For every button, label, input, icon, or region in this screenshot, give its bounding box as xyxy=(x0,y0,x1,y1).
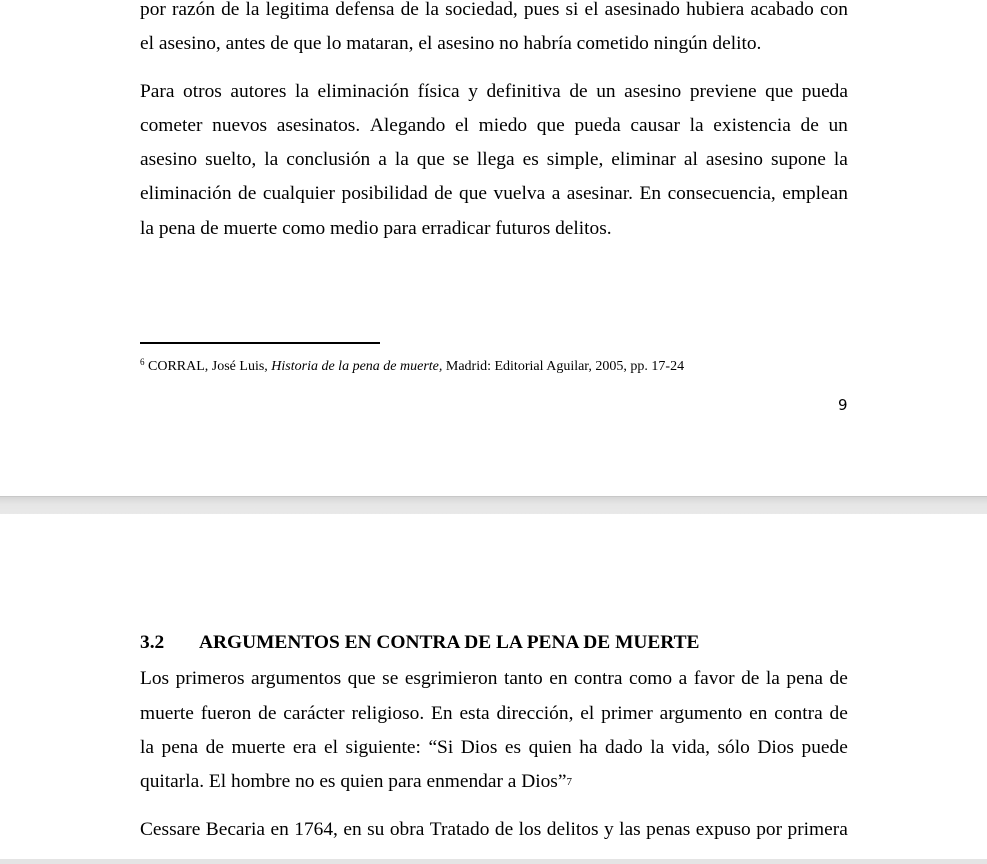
text-line: asesino suelto, la conclusión a la que se llega es simple, eliminar al asesino supone la xyxy=(140,149,848,170)
text-line: la pena de muerte era el siguiente: “Si Dios es quien ha dado la vida, sólo Dios puede xyxy=(140,737,848,758)
section-number: 3.2 xyxy=(140,632,165,653)
footnote-reference: 7 xyxy=(566,776,572,788)
next-line-partial xyxy=(0,859,987,864)
text-line: Los primeros argumentos que se esgrimieron tanto en contra como a favor de la pena de xyxy=(140,668,848,689)
footnote-book-title: Historia de la pena de muerte, xyxy=(271,359,443,374)
footnote-separator xyxy=(140,342,380,344)
text-line: eliminación de cualquier posibilidad de que vuelva a asesinar. En consecuencia, emplean xyxy=(140,183,848,204)
page-number: 9 xyxy=(838,396,848,414)
text-line: el asesino, antes de que lo mataran, el asesino no habría cometido ningún delito. xyxy=(140,33,762,54)
text-line: por razón de la legitima defensa de la sociedad, pues si el asesinado hubiera acabado con xyxy=(140,0,848,20)
footnote-6 xyxy=(140,353,684,376)
text-line: Para otros autores la eliminación física y definitiva de un asesino previene que pueda xyxy=(140,81,848,102)
text-line: Cessare Becaria en 1764, en su obra Tratado de los delitos y las penas expuso por primera xyxy=(140,819,848,840)
footnote-author: CORRAL, José Luis, xyxy=(148,359,272,374)
page-separator xyxy=(0,496,987,515)
text-line: muerte fueron de carácter religioso. En esta dirección, el primer argumento en contra de xyxy=(140,703,848,724)
footnote-publication: Madrid: Editorial Aguilar, 2005, pp. 17-24 xyxy=(442,359,685,374)
text-line: cometer nuevos asesinatos. Alegando el miedo que pueda causar la existencia de un xyxy=(140,115,848,136)
footnote-number: 6 xyxy=(140,357,145,367)
text-line: la pena de muerte como medio para erradicar futuros delitos. xyxy=(140,218,612,239)
section-title: ARGUMENTOS EN CONTRA DE LA PENA DE MUERTE xyxy=(199,632,700,653)
section-heading xyxy=(140,632,700,654)
text-line: quitarla. El hombre no es quien para enmendar a Dios” 7 xyxy=(140,771,572,792)
